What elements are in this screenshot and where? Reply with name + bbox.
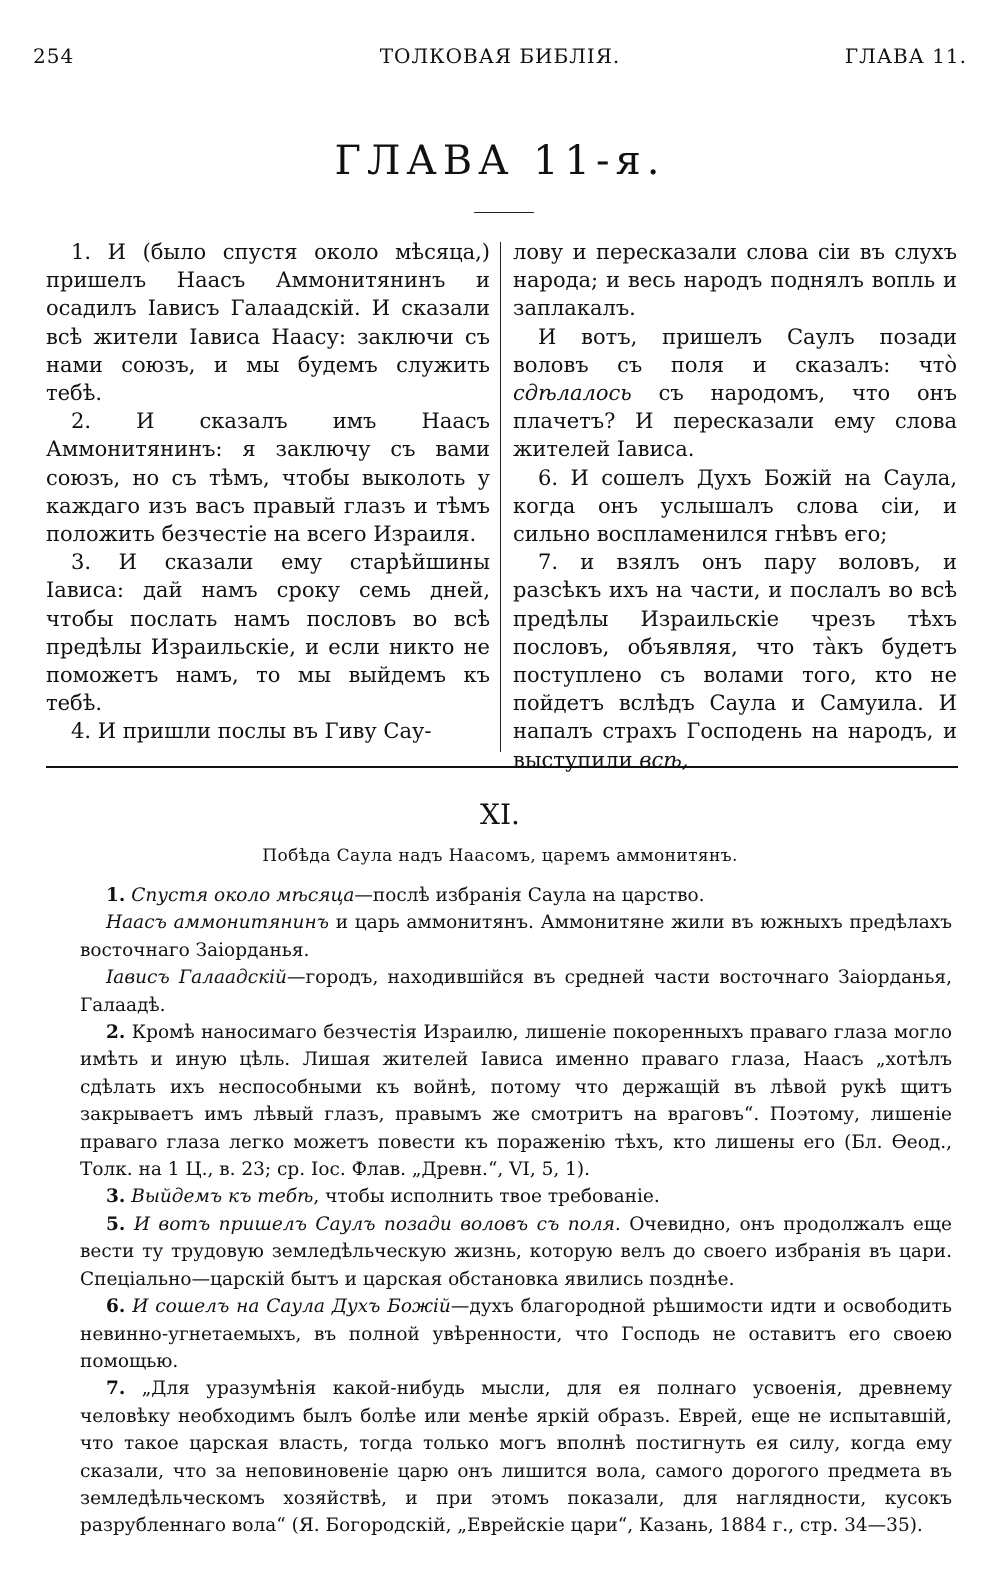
commentary-1b: Наасъ аммонитянинъ и царь аммонитянъ. Аммонитяне жили въ южныхъ предѣлахъ восточнаго Заіорданья. (80, 912, 952, 961)
commentary-1c: Іависъ Галаадскій—городъ, находившійся въ средней части восточнаго Заіорданья, Галаадѣ. (80, 967, 952, 1016)
chapter-title: ГЛАВА 11-я. (334, 138, 666, 184)
verse-4-continuation: лову и пересказали слова сіи въ слухъ народа; и весь народъ поднялъ вопль и заплакалъ. (513, 240, 957, 321)
chapter-label: ГЛАВА 11. (844, 44, 967, 68)
section-number: XI. (480, 798, 520, 831)
column-divider (500, 242, 501, 752)
commentary (80, 882, 952, 1540)
commentary-1: 1. Спустя около мѣсяца—послѣ избранія Саула на царство. (106, 885, 705, 906)
commentary-6: 6. И сошелъ на Саула Духъ Божій—духъ благородной рѣшимости идти и освободить невинно-угнетаемыхъ, въ полной увѣренности, что Господь не оставитъ его своею помощью. (80, 1296, 952, 1372)
commentary-2: 2. Кромѣ наносимаго безчестія Израилю, лишеніе покоренныхъ праваго глаза могло имѣть и иную цѣль. Лишая жителей Іависа именно праваго глаза, Наасъ „хотѣлъ сдѣлать ихъ неспособными къ войнѣ, потому что держащій въ лѣвой рукѣ щитъ закрываетъ имъ лѣвый глазъ, правымъ же смотритъ на враговъ“. Поэтому, лишеніе праваго глаза легко можетъ повести къ пораженію тѣхъ, кто лишены его (Бл. Ѳеод., Толк. на 1 Ц., в. 23; ср. Іос. Флав. „Древн.“, VI, 5, 1). (80, 1022, 952, 1181)
book-title: ТОЛКОВАЯ БИБЛІЯ. (379, 44, 621, 68)
left-column (46, 238, 490, 746)
verse-5: И вотъ, пришелъ Саулъ позади воловъ съ поля и сказалъ: что̀ сдѣлалось съ народомъ, что онъ плачетъ? И пересказали ему слова жителей Іависа. (513, 324, 957, 462)
page-number: 254 (33, 44, 75, 68)
verse-7: 7. и взялъ онъ пару воловъ, и разсѣкъ ихъ на части, и послалъ во всѣ предѣлы Израильскіе чрезъ тѣхъ пословъ, объявляя, что та̀къ будетъ поступлено съ волами того, кто не пойдетъ вслѣдъ Саула и Самуила. И напалъ страхъ Господень на народъ, и выступили всѣ, (513, 550, 957, 772)
title-rule (474, 212, 534, 213)
verse-4: 4. И пришли послы въ Гиву Сау- (71, 719, 432, 744)
commentary-7: 7. „Для уразумѣнія какой-нибудь мысли, для ея полнаго усвоенія, древнему человѣку необходимъ былъ болѣе или менѣе яркій образъ. Еврей, еще не испытавшій, что такое царская власть, тогда только могъ вполнѣ постигнуть ея силу, когда ему сказали, что за неповиновеніе царю онъ лишится вола, самого дорогого предмета въ земледѣльческомъ хозяйствѣ, и при этомъ показали, для наглядности, кусокъ разрубленнаго вола“ (Я. Богородскій, „Еврейскіе цари“, Казань, 1884 г., стр. 34—35). (80, 1378, 952, 1537)
scripture-columns (46, 238, 958, 772)
commentary-3: 3. Выйдемъ къ тебѣ, чтобы исполнить твое требованіе. (106, 1186, 660, 1208)
section-title: Побѣда Саула надъ Наасомъ, царемъ аммонитянъ. (262, 846, 738, 866)
verse-6: 6. И сошелъ Духъ Божій на Саула, когда онъ услышалъ слова сіи, и сильно воспламенился гнѣвъ его; (513, 465, 957, 547)
verse-3: 3. И сказали ему старѣйшины Іависа: дай намъ сроку семь дней, чтобы послать намъ пословъ во всѣ предѣлы Израильскіе, и если никто не поможетъ намъ, то мы выйдемъ къ тебѣ. (46, 550, 490, 716)
verse-2: 2. И сказалъ имъ Наасъ Аммонитянинъ: я заключу съ вами союзъ, но съ тѣмъ, чтобы выколоть у каждаго изъ васъ правый глазъ и тѣмъ положить безчестіе на всего Израиля. (46, 409, 490, 547)
columns-bottom-rule (46, 766, 958, 768)
verse-1: 1. И (было спустя около мѣсяца,) пришелъ Наасъ Аммонитянинъ и осадилъ Іависъ Галаадскій. И сказали всѣ жители Іависа Наасу: заключи съ нами союзъ, и мы будемъ служить тебѣ. (46, 240, 490, 406)
commentary-5: 5. И вотъ пришелъ Саулъ позади воловъ съ поля. Очевидно, онъ продолжалъ еще вести ту трудовую земледѣльческую жизнь, которую велъ до своего избранія въ цари. Спеціально—царскій бытъ и царская обстановка явились позднѣе. (80, 1213, 952, 1290)
running-header (33, 44, 967, 74)
right-column (513, 238, 957, 774)
